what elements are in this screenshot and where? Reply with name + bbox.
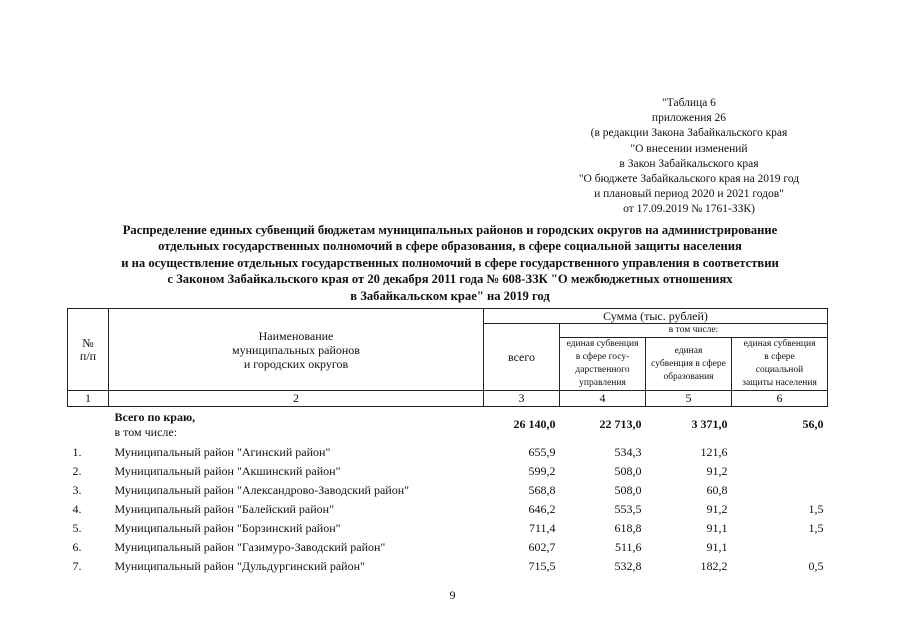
total-col6: 56,0 bbox=[802, 417, 824, 432]
attachment-line: (в редакции Закона Забайкальского края bbox=[590, 127, 788, 140]
row-name: Муниципальный район "Балейский район" bbox=[114, 501, 334, 516]
row-col6 bbox=[732, 443, 828, 462]
row-no: 4. bbox=[72, 501, 82, 516]
row-col4: 511,6 bbox=[614, 539, 642, 554]
title-line: с Законом Забайкальского края от 20 декабря 2011 года № 608-ЗЗК "О межбюджетных отношениях bbox=[167, 272, 733, 287]
title-line: отдельных государственных полномочий в сфере образования, в сфере социальной защиты населения bbox=[158, 239, 742, 254]
attachment-line: "Таблица 6 bbox=[662, 97, 716, 109]
column-number: 6 bbox=[732, 391, 828, 407]
total-col4: 22 713,0 bbox=[599, 417, 642, 432]
header-total: всего bbox=[484, 324, 560, 391]
column-number: 3 bbox=[484, 391, 560, 407]
total-label: Всего по краю, bbox=[114, 409, 196, 424]
header-name: Наименование муниципальных районов и городских округов bbox=[109, 309, 484, 391]
row-col5: 182,2 bbox=[700, 558, 728, 573]
row-total: 646,2 bbox=[528, 501, 556, 516]
row-name: Муниципальный район "Дульдургинский район" bbox=[114, 558, 365, 573]
attachment-note bbox=[560, 96, 818, 218]
row-col5: 91,2 bbox=[706, 463, 728, 478]
row-col4: 553,5 bbox=[614, 501, 642, 516]
attachment-line: приложения 26 bbox=[651, 112, 727, 125]
attachment-line: "О бюджете Забайкальского края на 2019 год bbox=[578, 173, 800, 186]
row-name: Муниципальный район "Акшинский район" bbox=[114, 463, 341, 478]
row-col5: 91,1 bbox=[706, 520, 728, 535]
row-total: 602,7 bbox=[528, 539, 556, 554]
column-number: 2 bbox=[109, 391, 484, 407]
table-row bbox=[68, 519, 828, 538]
title-line: в Забайкальском крае" на 2019 год bbox=[350, 288, 550, 303]
header-col5: единая субвенция в сфере образования bbox=[646, 338, 732, 391]
subsidy-table bbox=[67, 308, 828, 576]
row-col5: 91,2 bbox=[706, 501, 728, 516]
column-number: 5 bbox=[646, 391, 732, 407]
document-title bbox=[70, 222, 830, 304]
row-name: Муниципальный район "Агинский район" bbox=[114, 444, 331, 459]
title-line: и на осуществление отдельных государственных полномочий в сфере государственного управления в соответствии bbox=[121, 255, 779, 270]
row-name: Муниципальный район "Газимуро-Заводский район" bbox=[114, 539, 386, 554]
row-total: 655,9 bbox=[528, 444, 556, 459]
row-col6: 1,5 bbox=[808, 501, 824, 516]
row-total: 711,4 bbox=[528, 520, 556, 535]
column-number: 4 bbox=[560, 391, 646, 407]
row-name: Муниципальный район "Александрово-Заводский район" bbox=[114, 482, 410, 497]
page-number: 9 bbox=[449, 588, 456, 602]
header-col4: единая субвенция в сфере госу- дарственного управления bbox=[560, 338, 646, 391]
row-no: 1. bbox=[72, 444, 82, 459]
table-row bbox=[68, 481, 828, 500]
row-no: 5. bbox=[72, 520, 82, 535]
header-including: в том числе: bbox=[560, 324, 828, 338]
row-col5: 91,1 bbox=[706, 539, 728, 554]
total-sublabel: в том числе: bbox=[114, 424, 178, 439]
row-col6: 0,5 bbox=[808, 558, 824, 573]
row-no: 3. bbox=[72, 482, 82, 497]
row-col6 bbox=[732, 481, 828, 500]
table-row bbox=[68, 538, 828, 557]
table-row bbox=[68, 500, 828, 519]
total-col5: 3 371,0 bbox=[691, 417, 728, 432]
row-col5: 60,8 bbox=[706, 482, 728, 497]
header-sum: Сумма (тыс. рублей) bbox=[484, 309, 828, 324]
row-no: 7. bbox=[72, 558, 82, 573]
attachment-line: и плановый период 2020 и 2021 годов" bbox=[594, 188, 784, 201]
row-total: 568,8 bbox=[528, 482, 556, 497]
total-value: 26 140,0 bbox=[513, 417, 556, 432]
row-col4: 534,3 bbox=[614, 444, 642, 459]
row-col4: 508,0 bbox=[614, 482, 642, 497]
row-name: Муниципальный район "Борзинский район" bbox=[114, 520, 341, 535]
total-row bbox=[68, 407, 828, 443]
row-col4: 508,0 bbox=[614, 463, 642, 478]
attachment-line: в Закон Забайкальского края bbox=[619, 157, 759, 170]
row-col6: 1,5 bbox=[808, 520, 824, 535]
row-col5: 121,6 bbox=[700, 444, 728, 459]
table-row bbox=[68, 462, 828, 481]
header-no: № п/п bbox=[68, 309, 109, 391]
row-no: 2. bbox=[72, 463, 82, 478]
title-line: Распределение единых субвенций бюджетам муниципальных районов и городских округов на администрирование bbox=[122, 223, 778, 237]
column-number: 1 bbox=[68, 391, 109, 407]
row-col6 bbox=[732, 462, 828, 481]
table-row bbox=[68, 557, 828, 576]
header-col6: единая субвенция в сфере социальной защиты населения bbox=[732, 338, 828, 391]
row-total: 599,2 bbox=[528, 463, 556, 478]
row-col4: 618,8 bbox=[614, 520, 642, 535]
row-no: 6. bbox=[72, 539, 82, 554]
attachment-line: "О внесении изменений bbox=[630, 142, 748, 155]
row-total: 715,5 bbox=[528, 558, 556, 573]
table-row bbox=[68, 443, 828, 462]
attachment-line: от 17.09.2019 № 1761-ЗЗК) bbox=[623, 203, 755, 216]
row-col4: 532,8 bbox=[614, 558, 642, 573]
row-col6 bbox=[732, 538, 828, 557]
